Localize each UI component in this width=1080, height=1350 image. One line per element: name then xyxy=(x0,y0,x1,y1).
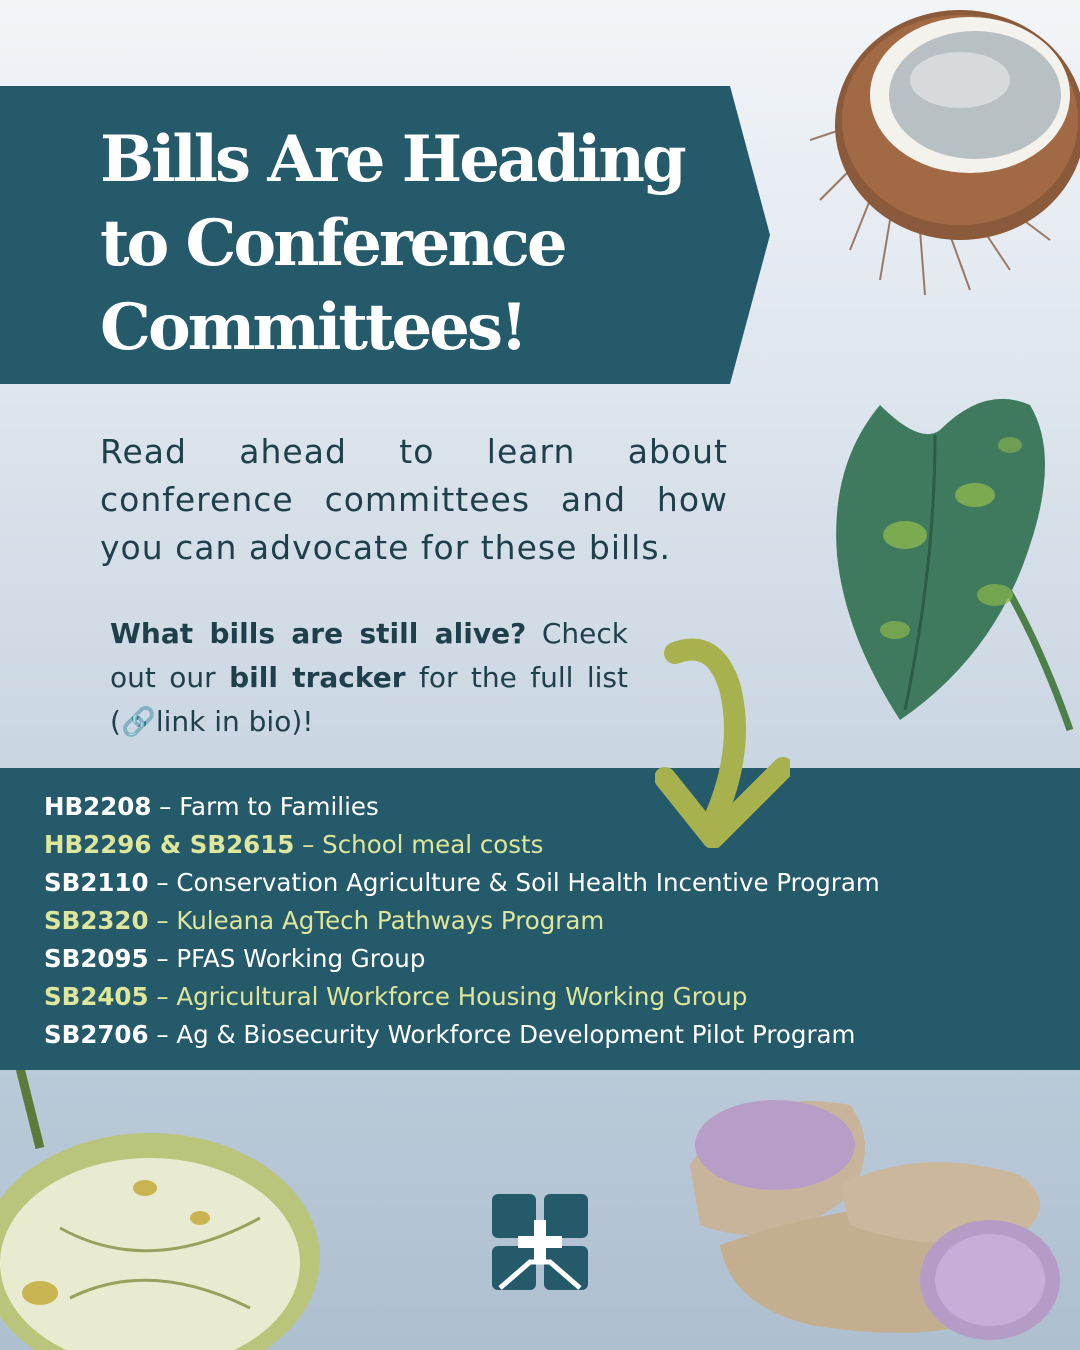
bill-dash: – xyxy=(156,906,169,935)
bill-code: SB2320 xyxy=(44,906,149,935)
intro-text: Read ahead to learn about conference committees and how you can advocate for these bills. xyxy=(100,432,728,567)
bill-code: SB2095 xyxy=(44,944,149,973)
bill-dash: – xyxy=(156,944,169,973)
bill-dash: – xyxy=(156,1020,169,1049)
list-item xyxy=(44,826,880,864)
bill-name: Agricultural Workforce Housing Working Group xyxy=(176,982,748,1011)
bill-tracker-callout xyxy=(110,612,628,744)
breadfruit-illustration xyxy=(0,1068,320,1350)
bill-name: PFAS Working Group xyxy=(176,944,426,973)
bill-dash: – xyxy=(302,830,315,859)
list-item xyxy=(44,1016,880,1054)
bill-code: SB2110 xyxy=(44,868,149,897)
alive-question: What bills are still alive? xyxy=(110,617,527,650)
alive-text-before: Check out our xyxy=(110,617,629,694)
taro-leaf-illustration xyxy=(825,385,1080,745)
bill-name: School meal costs xyxy=(322,830,544,859)
list-item xyxy=(44,864,880,902)
bill-name: Farm to Families xyxy=(179,792,379,821)
coconut-illustration xyxy=(810,0,1080,300)
bill-code: SB2706 xyxy=(44,1020,149,1049)
list-item xyxy=(44,940,880,978)
bill-code: HB2208 xyxy=(44,792,152,821)
alive-text-middle: for the full list ( xyxy=(110,661,628,738)
list-item xyxy=(44,788,880,826)
list-item xyxy=(44,978,880,1016)
bill-dash: – xyxy=(159,792,172,821)
alive-text-after: link in bio)! xyxy=(155,705,314,738)
bill-name: Conservation Agriculture & Soil Health Incentive Program xyxy=(176,868,880,897)
bill-name: Kuleana AgTech Pathways Program xyxy=(176,906,605,935)
link-icon: 🔗 xyxy=(120,705,156,738)
bill-code: HB2296 & SB2615 xyxy=(44,830,295,859)
list-item xyxy=(44,902,880,940)
bill-dash: – xyxy=(156,982,169,1011)
bill-tracker-link[interactable]: bill tracker xyxy=(229,661,406,694)
bill-code: SB2405 xyxy=(44,982,149,1011)
sweet-potato-illustration xyxy=(660,1085,1080,1350)
page-title: Bills Are Heading to Conference Committees! xyxy=(100,122,684,365)
bill-dash: – xyxy=(156,868,169,897)
organization-logo-icon xyxy=(490,1192,590,1292)
bill-name: Ag & Biosecurity Workforce Development Pilot Program xyxy=(176,1020,856,1049)
bills-list xyxy=(44,788,880,1054)
